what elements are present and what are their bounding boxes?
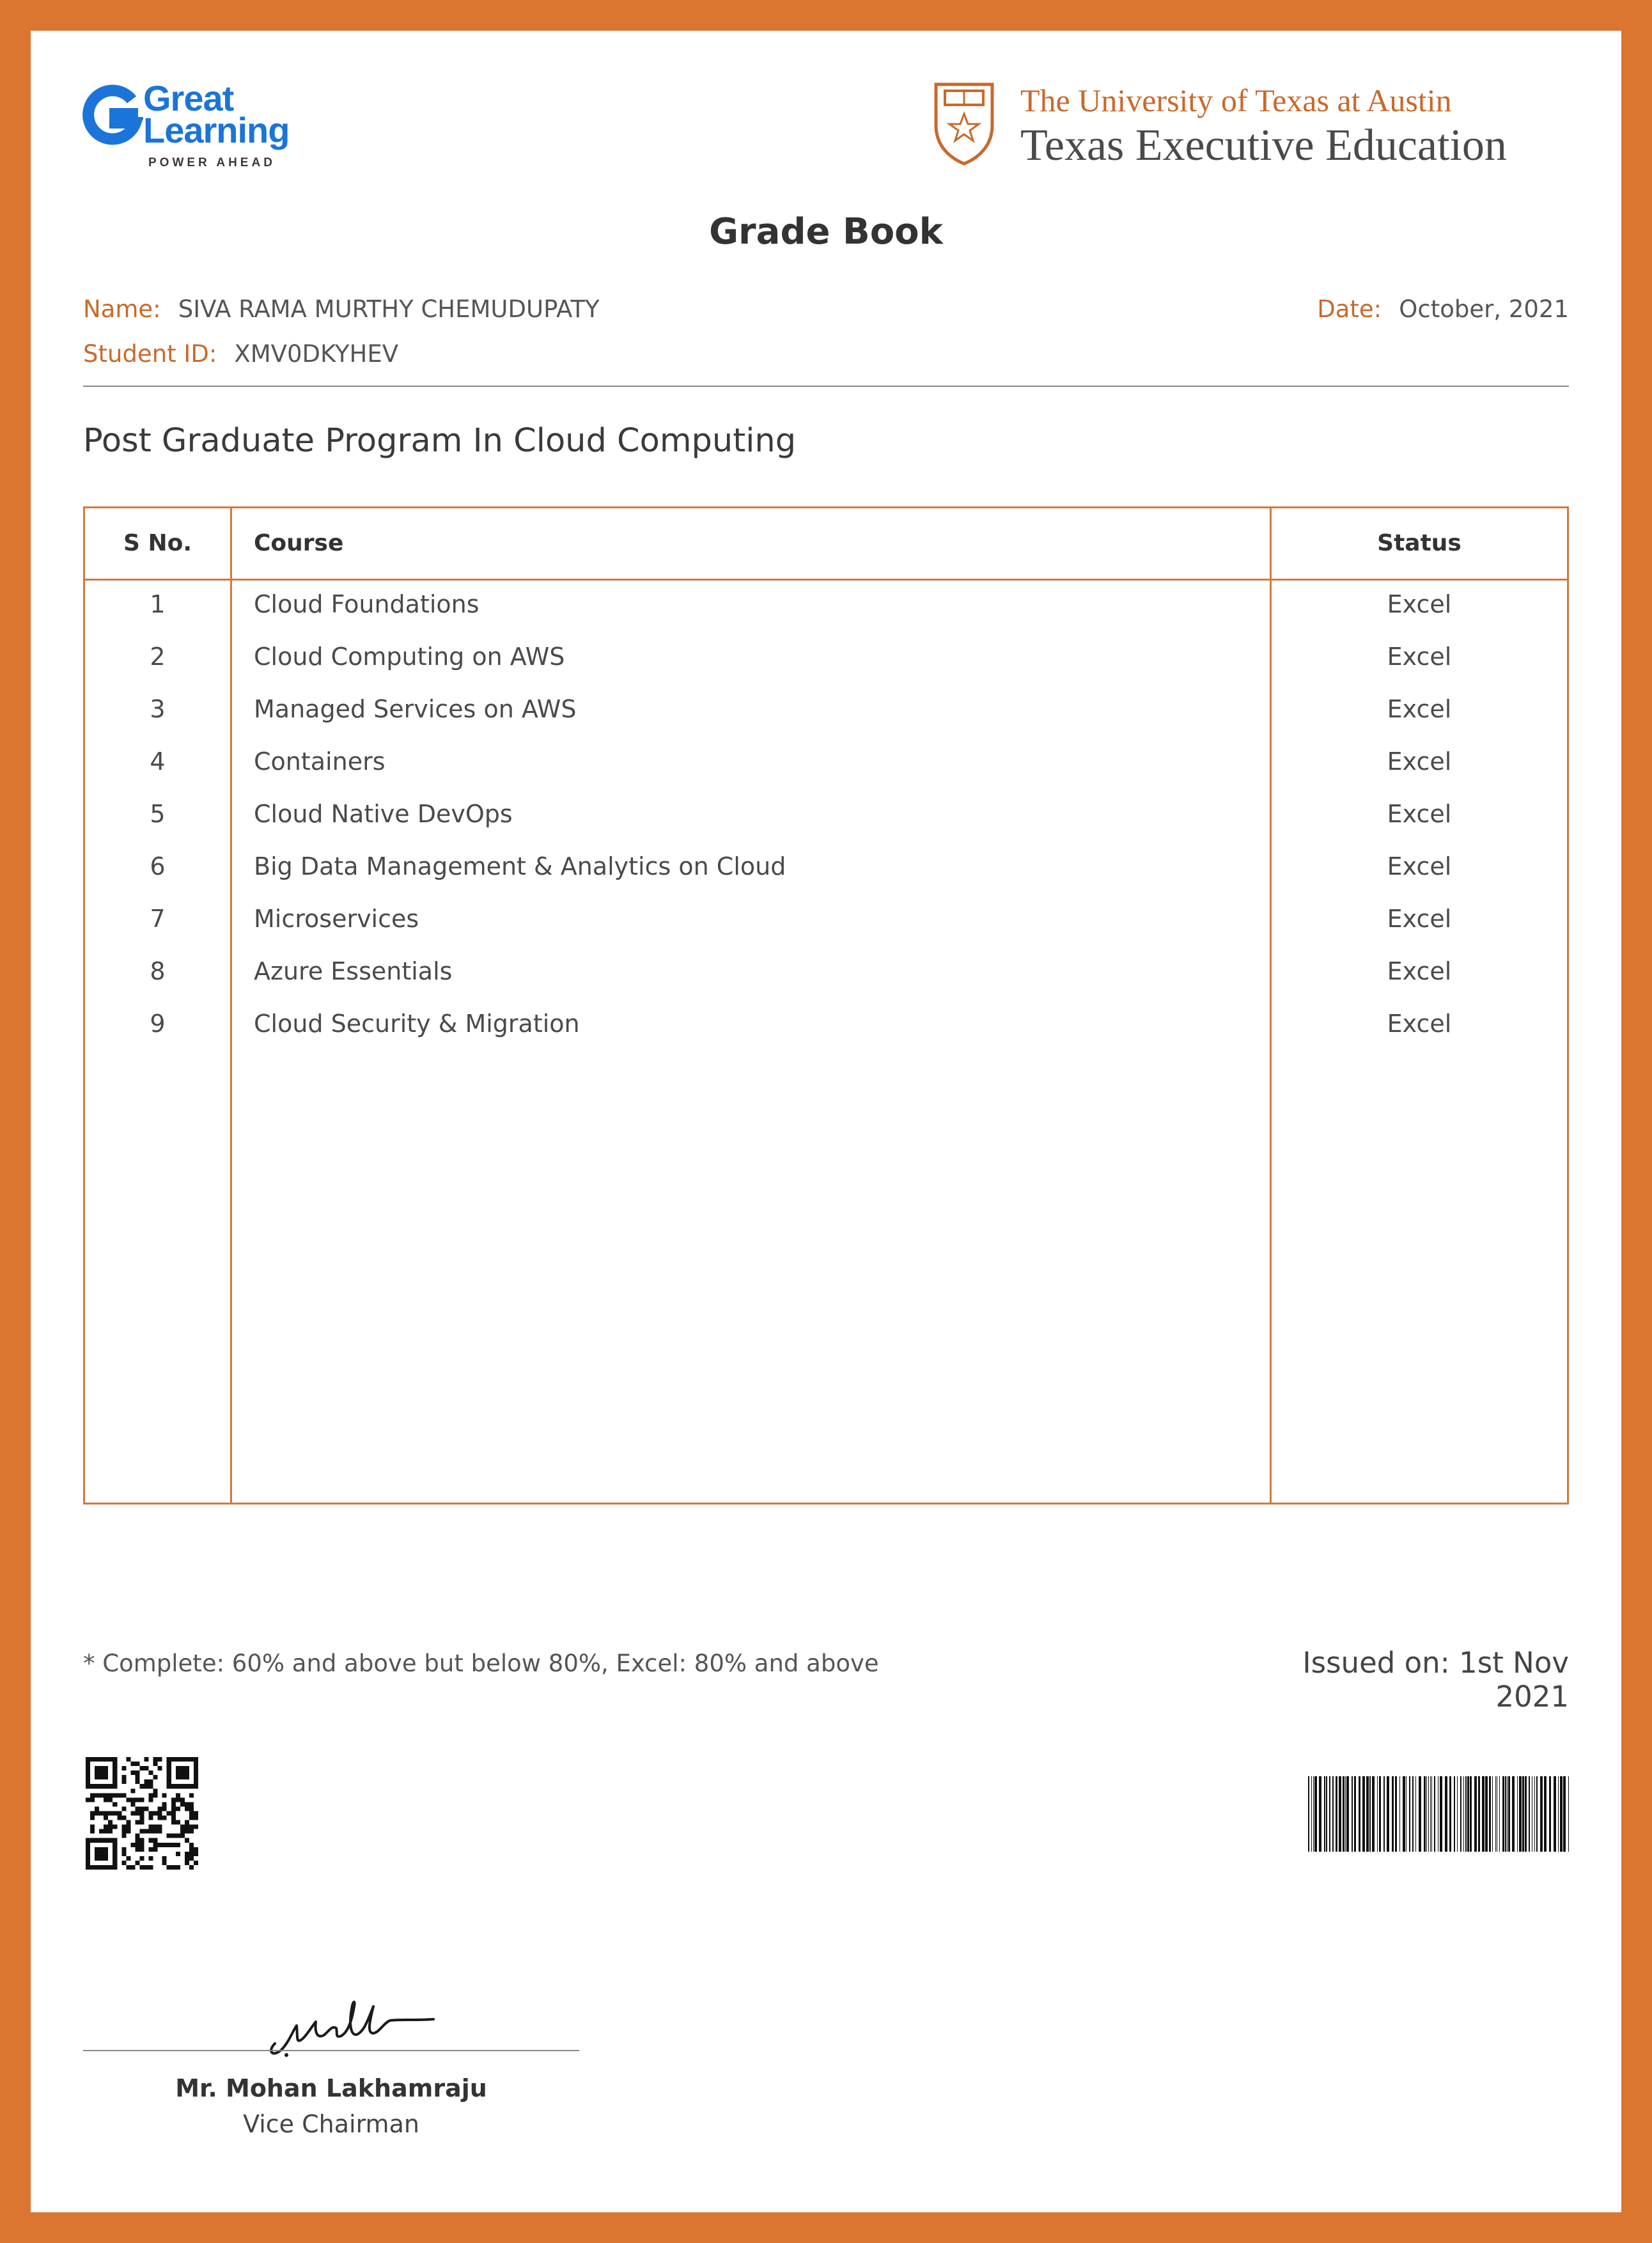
- grade-table: [83, 506, 1569, 1504]
- row-course: Cloud Security & Migration: [254, 1010, 580, 1038]
- header-status: Status: [1377, 530, 1461, 556]
- row-course: Microservices: [254, 905, 419, 933]
- date-value: October, 2021: [1399, 295, 1569, 323]
- row-sno: 7: [150, 905, 166, 933]
- barcode-icon: [1308, 1776, 1569, 1852]
- header-course: Course: [254, 530, 344, 556]
- row-status: Excel: [1387, 695, 1452, 723]
- column-divider: [230, 508, 232, 1503]
- student-id-label: Student ID:: [83, 340, 217, 368]
- grading-footnote: * Complete: 60% and above but below 80%, Excel: 80% and above: [83, 1650, 879, 1677]
- signature-line: [83, 2050, 579, 2051]
- row-sno: 3: [150, 695, 166, 723]
- header-sno: S No.: [123, 530, 192, 556]
- signature-icon: [242, 1962, 459, 2083]
- date-label: Date:: [1317, 295, 1382, 323]
- row-status: Excel: [1387, 905, 1452, 933]
- issued-date: Issued on: 1st Nov 2021: [1302, 1646, 1569, 1714]
- gl-logo-tagline: POWER AHEAD: [148, 156, 276, 169]
- row-sno: 5: [150, 800, 166, 828]
- gl-logo-line2: Learning: [143, 110, 290, 150]
- row-status: Excel: [1387, 800, 1452, 828]
- row-sno: 1: [150, 590, 166, 618]
- row-sno: 9: [150, 1010, 166, 1038]
- row-course: Containers: [254, 747, 386, 776]
- row-course: Cloud Native DevOps: [254, 800, 513, 828]
- row-course: Azure Essentials: [254, 957, 453, 985]
- row-status: Excel: [1387, 590, 1452, 618]
- program-title: Post Graduate Program In Cloud Computing: [83, 422, 797, 460]
- row-course: Managed Services on AWS: [254, 695, 577, 723]
- row-course: Big Data Management & Analytics on Cloud: [254, 852, 786, 880]
- row-sno: 6: [150, 852, 166, 880]
- ut-logo-line1: The University of Texas at Austin: [1020, 82, 1452, 118]
- date-row: [1317, 295, 1569, 323]
- row-sno: 8: [150, 957, 166, 985]
- qr-code-icon: [86, 1757, 198, 1870]
- page-title: Grade Book: [709, 211, 943, 253]
- row-status: Excel: [1387, 852, 1452, 880]
- signatory-role: Vice Chairman: [243, 2110, 419, 2138]
- student-id: XMV0DKYHEV: [234, 340, 399, 368]
- divider: [83, 386, 1569, 387]
- student-name-row: [83, 295, 600, 323]
- ut-shield-icon: [932, 81, 996, 166]
- student-name: SIVA RAMA MURTHY CHEMUDUPATY: [178, 295, 600, 323]
- row-status: Excel: [1387, 747, 1452, 776]
- signatory-name: Mr. Mohan Lakhamraju: [175, 2074, 487, 2102]
- great-learning-g-icon: [82, 83, 143, 150]
- row-course: Cloud Foundations: [254, 590, 479, 618]
- row-status: Excel: [1387, 1010, 1452, 1038]
- row-status: Excel: [1387, 957, 1452, 985]
- row-sno: 4: [150, 747, 166, 776]
- gl-logo-line1: Great: [143, 78, 234, 118]
- ut-logo-line2: Texas Executive Education: [1020, 121, 1507, 170]
- row-course: Cloud Computing on AWS: [254, 643, 565, 671]
- name-label: Name:: [83, 295, 161, 323]
- row-sno: 2: [150, 643, 166, 671]
- student-id-row: [83, 340, 398, 368]
- grade-book-sheet: [31, 31, 1621, 2212]
- row-status: Excel: [1387, 643, 1452, 671]
